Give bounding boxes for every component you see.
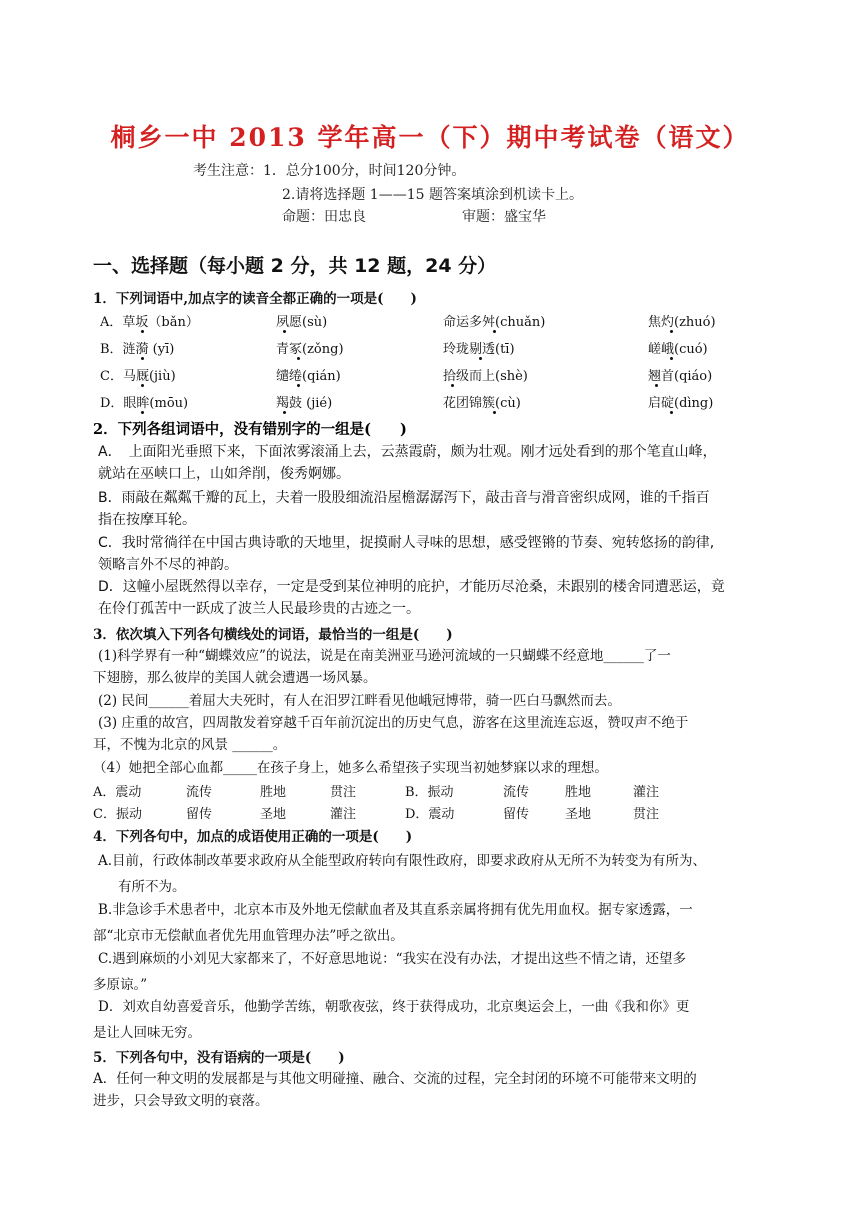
q3-opt-a-3: 胜地	[260, 785, 287, 800]
q1-row-b-2: 青冢(zǒng)	[276, 342, 344, 357]
q2-option-c-line2: 领略言外不尽的神韵。	[98, 557, 238, 573]
q1-row-d-1: D．眼眸(mōu)	[100, 396, 189, 411]
q4-option-c-line2: 多原谅。”	[93, 977, 148, 993]
question-4-stem: 4．下列各句中，加点的成语使用正确的一项是( )	[93, 829, 413, 845]
q5-option-a-line2: 进步，只会导致文明的衰落。	[93, 1093, 269, 1109]
q3-opt-b-3: 胜地	[565, 785, 592, 800]
q1-row-a-4: 焦灼(zhuó)	[648, 315, 716, 330]
q4-option-d	[93, 994, 788, 1046]
emphasis-dot	[670, 330, 673, 333]
question-1-stem: 1．下列词语中,加点字的读音全都正确的一项是( )	[93, 291, 417, 307]
emphasis-dot	[655, 384, 658, 387]
q2-option-d-line1: D．这幢小屋既然得以幸存，一定是受到某位神明的庇护，才能历尽沧桑，未跟别的楼舍同遭恶运，竟	[98, 579, 725, 595]
q2-option-b	[98, 487, 788, 531]
emphasis-dot	[283, 411, 286, 414]
reviewer-line: 审题：盛宝华	[462, 209, 546, 225]
q4-option-c-line1: C.遇到麻烦的小刘见大家都来了，不好意思地说：“我实在没有办法，才提出这些不情之请，还望多	[98, 951, 687, 967]
q2-option-a-line1: A． 上面阳光垂照下来，下面浓雾滚涌上去，云蒸霞蔚，颇为壮观。刚才远处看到的那个笔直山峰，	[98, 444, 717, 460]
q1-row-c-1: C．马厩(jiù)	[100, 369, 176, 384]
q1-row-b-1: B．涟漪 (yī)	[100, 342, 175, 357]
q3-sentence-3-line1: (3) 庄重的故宫，四周散发着穿越千百年前沉淀出的历史气息，游客在这里流连忘返，赞叹声不绝于	[98, 715, 689, 731]
q2-option-a	[98, 441, 788, 485]
q4-option-b-line1: B.非急诊手术患者中，北京本市及外地无偿献血者及其直系亲属将拥有优先用血权。据专家透露，一	[98, 902, 693, 918]
q1-row-a-3: 命运多舛(chuǎn)	[443, 315, 546, 330]
q1-row-d-4: 启碇(dìng)	[648, 396, 714, 411]
q5-option-a-line1: A．任何一种文明的发展都是与其他文明碰撞、融合、交流的过程，完全封闭的环境不可能带来文明的	[93, 1071, 697, 1087]
q3-opt-b-2: 流传	[503, 785, 530, 800]
q2-option-c-line1: C．我时常徜徉在中国古典诗歌的天地里，捉摸耐人寻味的思想，感受铿锵的节奏、宛转悠扬的韵律,	[98, 535, 715, 551]
emphasis-dot	[141, 330, 144, 333]
emphasis-dot	[297, 384, 300, 387]
emphasis-dot	[141, 411, 144, 414]
q1-row-c-2: 缱绻(qián)	[276, 369, 341, 384]
q3-sentence-2: (2) 民间______着屈大夫死时，有人在汨罗江畔看见他峨冠博带，骑一匹白马飘然而去。	[98, 693, 621, 709]
q2-option-b-line1: B．雨敲在粼粼千瓣的瓦上，夫着一股股细流沿屋檐潺潺泻下，敲击音与滑音密织成网，谁的千指百	[98, 490, 710, 506]
emphasis-dot	[297, 357, 300, 360]
q3-sentence-3-line2: 耳，不愧为北京的风景 ______。	[93, 737, 287, 753]
emphasis-dot	[141, 384, 144, 387]
emphasis-dot	[493, 330, 496, 333]
q3-opt-d-2: 留传	[503, 807, 530, 822]
q3-opt-a-2: 流传	[186, 785, 213, 800]
q3-opt-d-4: 贯注	[633, 807, 660, 822]
question-3-stem: 3．依次填入下列各句横线处的词语，最恰当的一组是( )	[93, 627, 453, 643]
q3-sentence-1-line2: 下翅膀，那么彼岸的美国人就会遭遇一场风暴。	[93, 670, 377, 686]
q1-row-d-3: 花团锦簇(cù)	[443, 396, 521, 411]
q3-opt-c-3: 圣地	[260, 807, 287, 822]
q2-option-a-line2: 就站在巫峡口上，山如斧削，俊秀婀娜。	[98, 466, 350, 482]
emphasis-dot	[670, 411, 673, 414]
q3-sentence-4: （4）她把全部心血都_____在孩子身上，她多么希望孩子实现当初她梦寐以求的理想。	[93, 760, 608, 776]
q2-option-c	[98, 532, 788, 576]
q4-option-a-line2: 有所不为。	[118, 879, 186, 895]
q3-sentence-1	[93, 645, 778, 689]
q3-opt-d-3: 圣地	[565, 807, 592, 822]
notice-line-2: 2.请将选择题 1——15 题答案填涂到机读卡上。	[282, 187, 583, 203]
q4-option-b	[93, 897, 788, 949]
q2-option-d-line2: 在伶仃孤苦中一跃成了波兰人民最珍贵的古迹之一。	[98, 601, 420, 617]
q3-opt-d-1: D．震动	[405, 807, 455, 822]
q1-row-a-1: A．草坂（bǎn）	[100, 315, 199, 330]
q2-option-b-line2: 指在按摩耳轮。	[98, 512, 196, 528]
q3-opt-a-1: A．震动	[93, 785, 142, 800]
q3-sentence-1-line1: (1)科学界有一种“蝴蝶效应”的说法，说是在南美洲亚马逊河流域的一只蝴蝶不经意地______了一	[98, 648, 671, 664]
question-2-stem: 2．下列各组词语中，没有错别字的一组是( )	[93, 421, 407, 438]
emphasis-dot	[451, 384, 454, 387]
emphasis-dot	[670, 357, 673, 360]
q4-option-b-line2: 部“北京市无偿献血者优先用血管理办法”呼之欲出。	[93, 928, 404, 944]
q3-opt-c-1: C．振动	[93, 807, 142, 822]
q3-opt-b-1: B．振动	[405, 785, 454, 800]
q1-row-a-2: 夙愿(sù)	[276, 315, 328, 330]
q3-opt-b-4: 灌注	[633, 785, 660, 800]
exam-title: 桐乡一中 2013 学年高一（下）期中考试卷（语文）	[110, 123, 750, 152]
emphasis-dot	[479, 357, 482, 360]
emphasis-dot	[493, 411, 496, 414]
section-title: 一、选择题（每小题 2 分，共 12 题，24 分）	[93, 255, 497, 277]
q1-row-d-2: 羯鼓 (jié)	[276, 396, 333, 411]
q3-sentence-3	[93, 712, 778, 756]
q4-option-d-line2: 是让人回味无穷。	[93, 1025, 201, 1041]
q1-row-c-3: 拾级而上(shè)	[443, 369, 528, 384]
q3-opt-c-2: 留传	[186, 807, 213, 822]
q4-option-d-line1: D．刘欢自幼喜爱音乐，他勤学苦练，朝歌夜弦，终于获得成功，北京奥运会上，一曲《我和你》更	[98, 999, 690, 1015]
emphasis-dot	[283, 330, 286, 333]
author-line: 命题：田忠良	[282, 209, 366, 225]
q3-opt-c-4: 灌注	[330, 807, 357, 822]
q4-option-a-line1: A.目前，行政体制改革要求政府从全能型政府转向有限性政府，即要求政府从无所不为转变为有所为、	[98, 853, 707, 869]
q3-opt-a-4: 贯注	[330, 785, 357, 800]
q4-option-c	[93, 946, 788, 998]
q2-option-d	[98, 576, 788, 620]
notice-line-1: 考生注意：1．总分100分，时间120分钟。	[193, 163, 466, 179]
q5-option-a	[93, 1068, 793, 1112]
question-5-stem: 5．下列各句中，没有语病的一项是( )	[93, 1050, 345, 1066]
q1-row-b-4: 嵯峨(cuó)	[648, 342, 708, 357]
emphasis-dot	[141, 357, 144, 360]
q4-option-a	[98, 848, 788, 900]
q1-row-b-3: 玲珑剔透(tī)	[443, 342, 515, 357]
q1-row-c-4: 翘首(qiáo)	[648, 369, 713, 384]
